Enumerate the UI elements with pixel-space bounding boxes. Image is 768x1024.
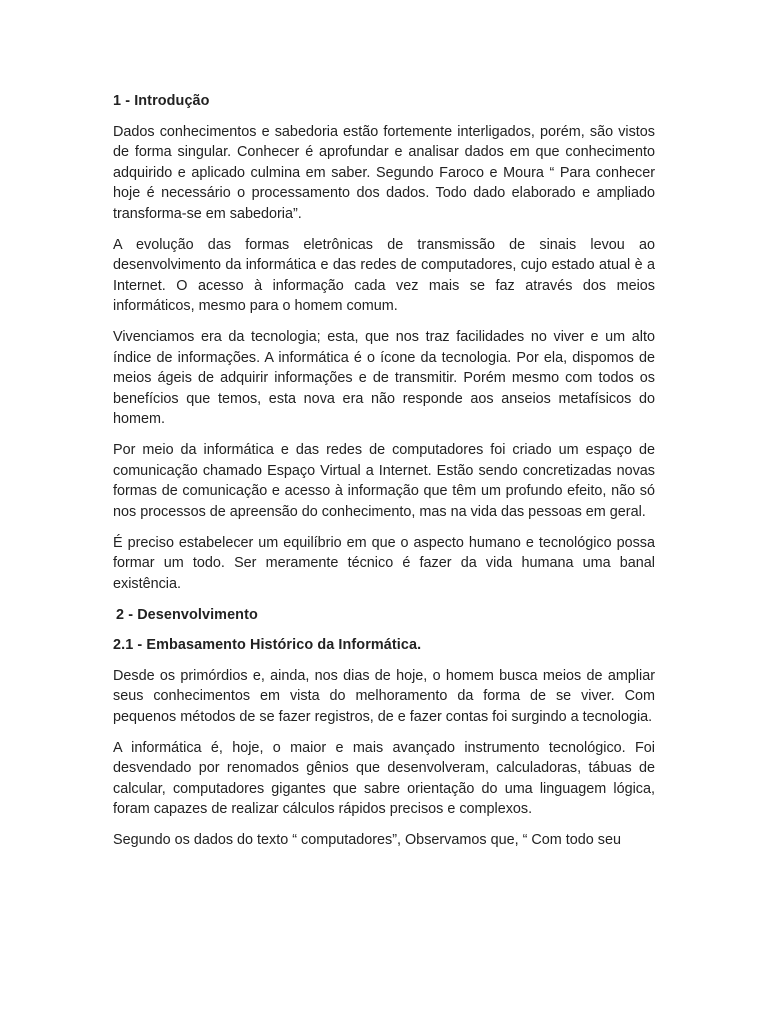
paragraph: A informática é, hoje, o maior e mais avançado instrumento tecnológico. Foi desvendado por renomados gênios que desenvolveram, calculadoras, tábuas de calcular, computadores gigantes que sabre orientação do uma linguagem lógica, foram capazes de realizar cálculos rápidos precisos e complexos. — [113, 739, 655, 817]
paragraph: Por meio da informática e das redes de computadores foi criado um espaço de comunicação chamado Espaço Virtual a Internet. Estão sendo concretizadas novas formas de comunicação e acesso à informação que têm um profundo efeito, não só nos processos de apreensão do conhecimento, mas na vida das pessoas em geral. — [113, 442, 655, 520]
paragraph: Desde os primórdios e, ainda, nos dias de hoje, o homem busca meios de ampliar seus conhecimentos em vista do melhoramento da forma de se viver. Com pequenos métodos de se fazer registros, de e fazer contas foi surgindo a tecnologia. — [113, 667, 655, 725]
paragraph: A evolução das formas eletrônicas de transmissão de sinais levou ao desenvolvimento da informática e das redes de computadores, cujo estado atual è a Internet. O acesso à informação cada vez mais se faz através dos meios informáticos, mesmo para o homem comum. — [113, 236, 655, 314]
subsection-heading-historical-basis: 2.1 - Embasamento Histórico da Informática. — [113, 637, 422, 653]
section-heading-introduction: 1 - Introdução — [113, 93, 210, 109]
paragraph: Segundo os dados do texto “ computadores”, Observamos que, “ Com todo seu — [113, 832, 621, 848]
paragraph: Dados conhecimentos e sabedoria estão fortemente interligados, porém, são vistos de forma singular. Conhecer é aprofundar e analisar dados em que conhecimento adquirido e aplicado culmina em saber. Segundo Faroco e Moura “ Para conhecer hoje é necessário o processamento dos dados. Todo dado elaborado e ampliado transforma-se em sabedoria”. — [113, 123, 655, 222]
document-page — [113, 91, 655, 851]
paragraph: É preciso estabelecer um equilíbrio em que o aspecto humano e tecnológico possa formar um todo. Ser meramente técnico é fazer da vida humana uma banal existência. — [113, 534, 655, 592]
section-heading-development: 2 - Desenvolvimento — [116, 606, 258, 623]
paragraph: Vivenciamos era da tecnologia; esta, que nos traz facilidades no viver e um alto índice de informações. A informática é o ícone da tecnologia. Por ela, dispomos de meios ágeis de adquirir informações e de transmitir. Porém mesmo com todos os benefícios que temos, esta nova era não responde aos anseios metafísicos do homem. — [113, 329, 655, 427]
